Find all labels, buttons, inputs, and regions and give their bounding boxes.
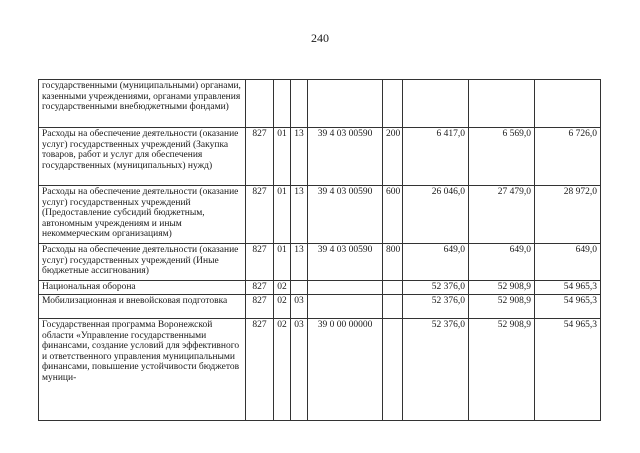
table-row bbox=[39, 80, 601, 128]
cell-year3: 54 965,3 bbox=[535, 281, 601, 295]
cell-vr: 800 bbox=[383, 244, 403, 281]
cell-pr: 13 bbox=[291, 186, 308, 244]
cell-vr bbox=[383, 319, 403, 421]
cell-grbs: 827 bbox=[246, 244, 274, 281]
cell-csr bbox=[308, 80, 383, 128]
table-row bbox=[39, 128, 601, 186]
table-row bbox=[39, 244, 601, 281]
cell-pr: 13 bbox=[291, 244, 308, 281]
cell-rz: 01 bbox=[274, 244, 291, 281]
cell-csr: 39 4 03 00590 bbox=[308, 186, 383, 244]
cell-year3: 28 972,0 bbox=[535, 186, 601, 244]
cell-vr: 200 bbox=[383, 128, 403, 186]
cell-pr bbox=[291, 80, 308, 128]
cell-rz: 01 bbox=[274, 128, 291, 186]
cell-csr: 39 0 00 00000 bbox=[308, 319, 383, 421]
cell-name: Государственная программа Воронежской области «Управление государственными финансами, создание условий для эффективного и ответственного управления муниципальными финансами, повышение устойчивости бюджетов муници- bbox=[39, 319, 246, 421]
cell-vr bbox=[383, 295, 403, 319]
table-row bbox=[39, 281, 601, 295]
cell-vr: 600 bbox=[383, 186, 403, 244]
cell-year2: 6 569,0 bbox=[469, 128, 535, 186]
cell-year3: 649,0 bbox=[535, 244, 601, 281]
cell-name: Мобилизационная и вневойсковая подготовка bbox=[39, 295, 246, 319]
cell-csr bbox=[308, 295, 383, 319]
cell-pr bbox=[291, 281, 308, 295]
cell-rz: 01 bbox=[274, 186, 291, 244]
cell-year3: 54 965,3 bbox=[535, 319, 601, 421]
page-number: 240 bbox=[311, 31, 329, 45]
cell-year2: 52 908,9 bbox=[469, 281, 535, 295]
cell-pr: 13 bbox=[291, 128, 308, 186]
cell-csr: 39 4 03 00590 bbox=[308, 244, 383, 281]
cell-grbs: 827 bbox=[246, 295, 274, 319]
cell-name: государственными (муниципальными) органами, казенными учреждениями, органами управления государственными внебюджетными фондами) bbox=[39, 80, 246, 128]
cell-pr: 03 bbox=[291, 295, 308, 319]
cell-grbs: 827 bbox=[246, 319, 274, 421]
cell-year1: 649,0 bbox=[403, 244, 469, 281]
cell-grbs bbox=[246, 80, 274, 128]
cell-year3 bbox=[535, 80, 601, 128]
cell-year2: 649,0 bbox=[469, 244, 535, 281]
cell-grbs: 827 bbox=[246, 128, 274, 186]
cell-rz bbox=[274, 80, 291, 128]
cell-vr bbox=[383, 80, 403, 128]
cell-rz: 02 bbox=[274, 319, 291, 421]
cell-vr bbox=[383, 281, 403, 295]
cell-year2: 27 479,0 bbox=[469, 186, 535, 244]
cell-year1: 52 376,0 bbox=[403, 319, 469, 421]
cell-name: Расходы на обеспечение деятельности (оказание услуг) государственных учреждений (Предоставление субсидий бюджетным, автономным учреждениям и иным некоммерческим организациям) bbox=[39, 186, 246, 244]
cell-year1: 52 376,0 bbox=[403, 281, 469, 295]
cell-pr: 03 bbox=[291, 319, 308, 421]
cell-grbs: 827 bbox=[246, 281, 274, 295]
cell-year2: 52 908,9 bbox=[469, 295, 535, 319]
cell-csr: 39 4 03 00590 bbox=[308, 128, 383, 186]
budget-table bbox=[38, 79, 601, 421]
cell-year1: 6 417,0 bbox=[403, 128, 469, 186]
cell-rz: 02 bbox=[274, 295, 291, 319]
cell-name: Расходы на обеспечение деятельности (оказание услуг) государственных учреждений (Иные бюджетные ассигнования) bbox=[39, 244, 246, 281]
cell-year2 bbox=[469, 80, 535, 128]
cell-name: Национальная оборона bbox=[39, 281, 246, 295]
cell-year3: 6 726,0 bbox=[535, 128, 601, 186]
cell-year3: 54 965,3 bbox=[535, 295, 601, 319]
cell-csr bbox=[308, 281, 383, 295]
cell-year1: 52 376,0 bbox=[403, 295, 469, 319]
cell-year1: 26 046,0 bbox=[403, 186, 469, 244]
table-row bbox=[39, 186, 601, 244]
cell-rz: 02 bbox=[274, 281, 291, 295]
cell-name: Расходы на обеспечение деятельности (оказание услуг) государственных учреждений (Закупка товаров, работ и услуг для обеспечения государственных (муниципальных) нужд) bbox=[39, 128, 246, 186]
cell-year2: 52 908,9 bbox=[469, 319, 535, 421]
table-row bbox=[39, 295, 601, 319]
table-row bbox=[39, 319, 601, 421]
cell-grbs: 827 bbox=[246, 186, 274, 244]
cell-year1 bbox=[403, 80, 469, 128]
